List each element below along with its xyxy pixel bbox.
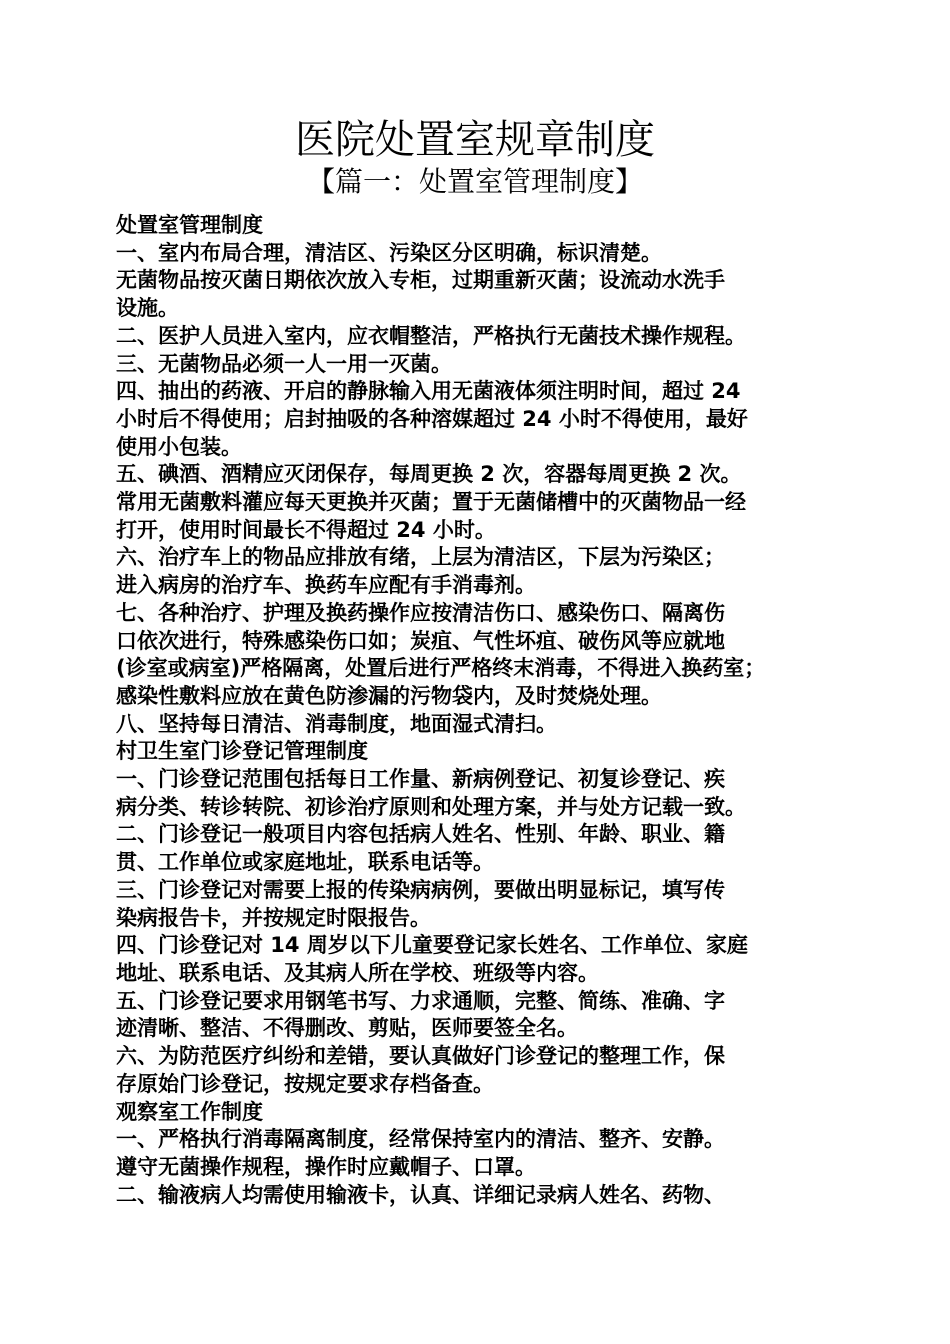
body-line: 七、各种治疗、护理及换药操作应按清洁伤口、感染伤口、隔离伤	[116, 600, 725, 625]
body-line: 口依次进行，特殊感染伤口如；炭疽、气性坏疽、破伤风等应就地	[116, 628, 725, 653]
body-line: 六、治疗车上的物品应排放有绪，上层为清洁区，下层为污染区；	[116, 545, 725, 570]
body-line: 二、门诊登记一般项目内容包括病人姓名、性别、年龄、职业、籍	[116, 822, 725, 847]
body-line: 地址、联系电话、及其病人所在学校、班级等内容。	[116, 960, 599, 985]
body-line: 无菌物品按灭菌日期依次放入专柜，过期重新灭菌；设流动水洗手	[116, 268, 725, 293]
body-line: 存原始门诊登记，按规定要求存档备查。	[116, 1071, 494, 1096]
body-line: 小时后不得使用；启封抽吸的各种溶媒超过 24 小时不得使用，最好	[116, 406, 748, 431]
body-line: 使用小包装。	[116, 434, 242, 459]
body-line: 一、室内布局合理，清洁区、污染区分区明确，标识清楚。	[116, 240, 662, 265]
body-line: 感染性敷料应放在黄色防渗漏的污物袋内，及时焚烧处理。	[116, 683, 662, 708]
body-line: 处置室管理制度	[116, 213, 263, 237]
document-title: 医院处置室规章制度	[295, 117, 655, 163]
body-line: 四、抽出的药液、开启的静脉输入用无菌液体须注明时间，超过 24	[116, 379, 741, 404]
body-line: 设施。	[116, 296, 179, 321]
body-line: 病分类、转诊转院、初诊治疗原则和处理方案，并与处方记载一致。	[116, 794, 746, 819]
document-subtitle: 【篇一：处置室管理制度】	[306, 165, 643, 198]
body-line: 三、门诊登记对需要上报的传染病病例，要做出明显标记，填写传	[116, 877, 725, 902]
body-line: 贯、工作单位或家庭地址，联系电话等。	[116, 850, 494, 875]
body-line: 观察室工作制度	[116, 1099, 263, 1124]
body-line: 三、无菌物品必须一人一用一灭菌。	[116, 351, 452, 376]
body-line: 五、碘酒、酒精应灭闭保存，每周更换 2 次，容器每周更换 2 次。	[116, 462, 742, 487]
document-body	[116, 212, 842, 1209]
body-line: 二、医护人员进入室内，应衣帽整洁，严格执行无菌技术操作规程。	[116, 323, 746, 348]
body-line: 迹清晰、整洁、不得删改、剪贴，医师要签全名。	[116, 1016, 578, 1041]
body-line: 八、坚持每日清洁、消毒制度，地面湿式清扫。	[116, 711, 557, 736]
body-line: 四、门诊登记对 14 周岁以下儿童要登记家长姓名、工作单位、家庭	[116, 933, 748, 958]
body-line: (诊室或病室)严格隔离，处置后进行严格终末消毒，不得进入换药室；	[116, 656, 766, 681]
body-line: 一、严格执行消毒隔离制度，经常保持室内的清洁、整齐、安静。	[116, 1127, 725, 1152]
body-line: 打开，使用时间最长不得超过 24 小时。	[116, 517, 496, 542]
body-line: 常用无菌敷料灌应每天更换并灭菌；置于无菌储槽中的灭菌物品一经	[116, 490, 746, 515]
body-line: 二、输液病人均需使用输液卡，认真、详细记录病人姓名、药物、	[116, 1182, 725, 1207]
body-line: 五、门诊登记要求用钢笔书写、力求通顺，完整、简练、准确、字	[116, 988, 725, 1013]
body-line: 遵守无菌操作规程，操作时应戴帽子、口罩。	[116, 1154, 536, 1179]
body-line: 进入病房的治疗车、换药车应配有手消毒剂。	[116, 573, 536, 598]
body-line: 一、门诊登记范围包括每日工作量、新病例登记、初复诊登记、疾	[116, 767, 725, 792]
body-line: 村卫生室门诊登记管理制度	[116, 739, 368, 764]
body-line: 六、为防范医疗纠纷和差错，要认真做好门诊登记的整理工作，保	[116, 1044, 725, 1069]
body-line: 染病报告卡，并按规定时限报告。	[116, 905, 431, 930]
